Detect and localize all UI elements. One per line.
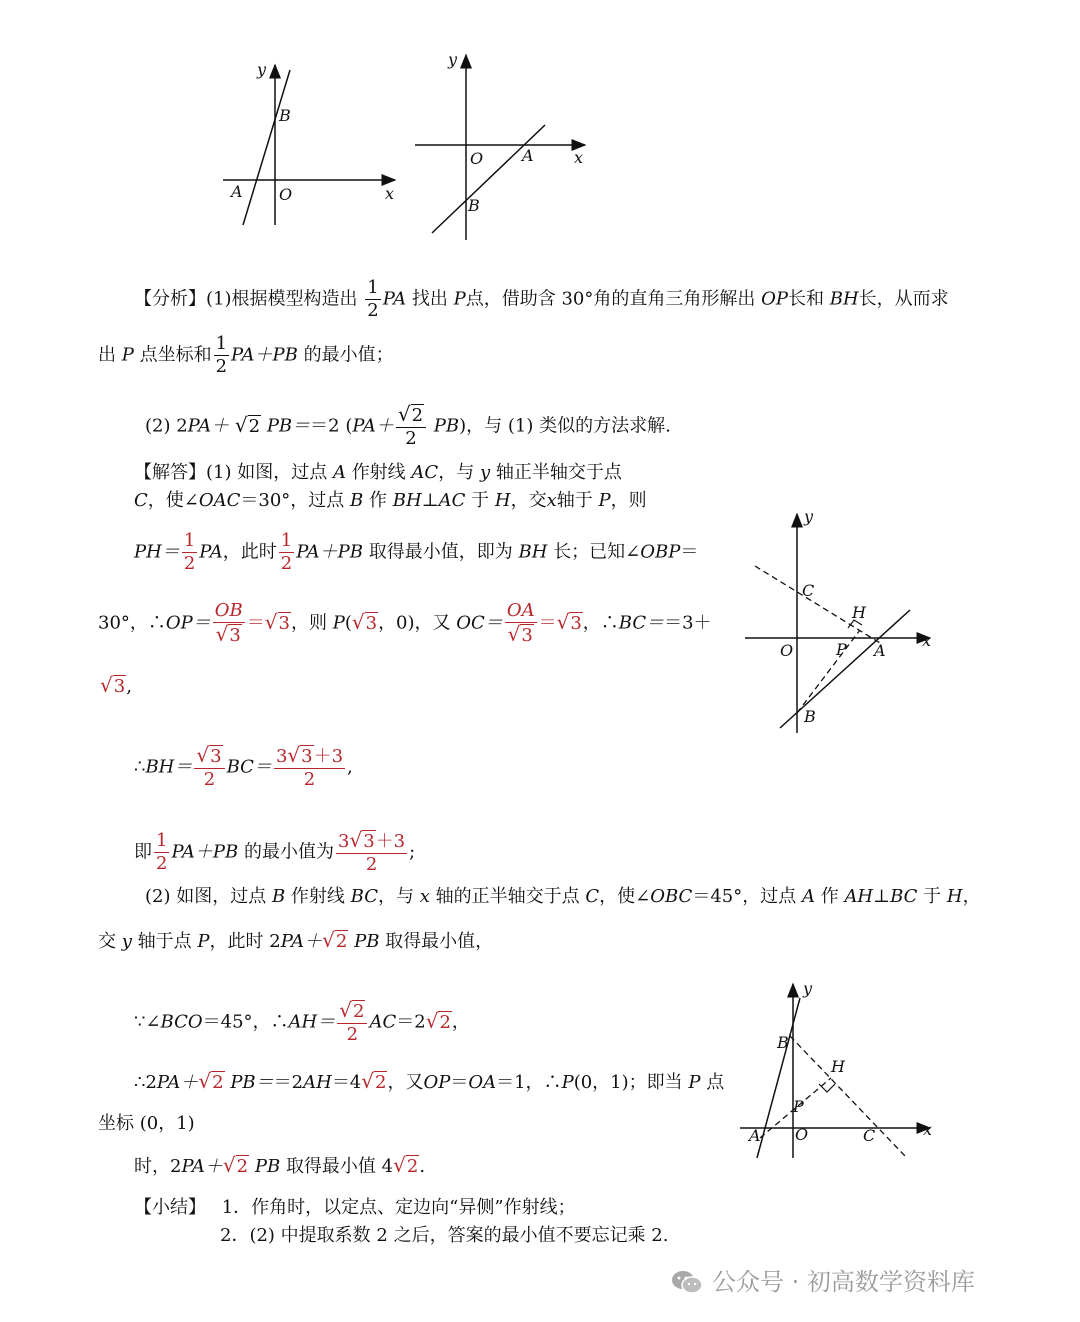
text: 作射线 bbox=[290, 886, 345, 907]
text: 的最小值； bbox=[303, 344, 394, 366]
summary-line-1 bbox=[134, 1197, 576, 1219]
radicand: 2 bbox=[248, 415, 261, 437]
var-ac: AC bbox=[411, 462, 439, 483]
var-bh: BH bbox=[518, 541, 548, 563]
point-c-label: C bbox=[802, 581, 815, 600]
point-a-label: A bbox=[231, 182, 243, 201]
summary-item-2: 2．(2) 中提取系数 2 之后，答案的最小值不要忘记乘 2. bbox=[220, 1225, 669, 1246]
var-a: A bbox=[801, 886, 815, 907]
text: ＝ bbox=[450, 1072, 469, 1093]
var-oc-eq: OC＝ bbox=[456, 612, 503, 634]
sqrt-two: √2 bbox=[393, 1153, 419, 1177]
var-ac: AC bbox=[438, 490, 466, 511]
summary-item-1: 1．作角时，以定点、定边向“异侧”作射线； bbox=[221, 1197, 576, 1218]
text: 作 bbox=[369, 490, 388, 511]
var-pa-plus: PA＋ bbox=[181, 1156, 223, 1177]
denominator: 2 bbox=[367, 300, 379, 321]
var-y: y bbox=[479, 462, 491, 483]
text: 长；已知∠ bbox=[553, 541, 641, 563]
analysis-line-3 bbox=[145, 403, 671, 450]
numerator: OB bbox=[214, 600, 243, 621]
var-pb-eq: PB＝ bbox=[230, 1072, 274, 1093]
sqrt-two: √2 bbox=[222, 1153, 249, 1177]
text: ( bbox=[344, 612, 352, 634]
text: 于 bbox=[923, 886, 942, 907]
var-op: OP bbox=[761, 288, 788, 310]
wechat-icon bbox=[670, 1269, 704, 1295]
var-x: x bbox=[419, 886, 430, 907]
var-x: x bbox=[546, 490, 557, 511]
denominator: 2 bbox=[280, 553, 293, 574]
text: (1)根据模型构造出 bbox=[206, 288, 358, 310]
text: 取得最小值 4 bbox=[285, 1156, 394, 1177]
radicand: 2 bbox=[335, 931, 348, 952]
var-b: B bbox=[350, 490, 364, 511]
solution-line-7 bbox=[134, 829, 415, 876]
var-h: H bbox=[494, 490, 511, 511]
text: 长，从而求 bbox=[858, 288, 949, 310]
radicand: 3 bbox=[363, 831, 375, 852]
fraction-sqrt3-over-2: $\frac{√3}{2}$ bbox=[194, 744, 224, 791]
radicand: 3 bbox=[521, 625, 533, 646]
var-bh-eq: BH＝ bbox=[145, 756, 193, 778]
var-ph-eq: PH＝ bbox=[134, 541, 180, 563]
text: (0，1)；即当 bbox=[573, 1072, 683, 1093]
numerator: 1 bbox=[183, 530, 196, 551]
solution-line-6 bbox=[134, 744, 353, 791]
solution-part2-line-2 bbox=[98, 929, 493, 953]
text: ，此时 2 bbox=[209, 931, 281, 952]
text: 即 bbox=[134, 841, 152, 863]
text: ⊥ bbox=[873, 886, 891, 907]
point-c-label: C bbox=[863, 1126, 876, 1145]
analysis-line-2 bbox=[98, 333, 394, 378]
origin-label: O bbox=[780, 641, 794, 660]
var-c: C bbox=[134, 490, 148, 511]
denominator: 2 bbox=[215, 356, 228, 377]
origin-label: O bbox=[470, 149, 484, 168]
numerator: 1 bbox=[215, 333, 228, 354]
radicand: 3 bbox=[301, 746, 313, 767]
radicand: 2 bbox=[353, 1001, 365, 1022]
solution-part2-line-3: ∵∠BCO＝45°，∴AH＝ $\frac{√2}{2}$ AC＝2√2， bbox=[134, 998, 470, 1045]
coefficient: 3 bbox=[338, 831, 350, 852]
analysis-tag: 【分析】 bbox=[134, 288, 206, 310]
text: ，与 bbox=[378, 886, 414, 907]
solution-part2-line-6 bbox=[134, 1154, 425, 1178]
y-label: y bbox=[448, 50, 458, 69]
text: ＝ bbox=[680, 541, 699, 563]
var-ah-eq: AH＝ bbox=[288, 1011, 336, 1033]
var-bc: BC bbox=[890, 886, 918, 907]
denominator: 2 bbox=[183, 553, 196, 574]
text: ; bbox=[409, 841, 416, 863]
text: 取得最小值， bbox=[385, 931, 494, 952]
denominator: 2 bbox=[365, 854, 378, 875]
numerator: 1 bbox=[156, 830, 168, 851]
text: ，∴ bbox=[582, 612, 619, 634]
summary-tag: 【小结】 bbox=[134, 1197, 206, 1218]
text: ＝2 bbox=[396, 1011, 426, 1033]
text: ＝45°，过点 bbox=[692, 886, 797, 907]
text: ＝4 bbox=[331, 1072, 362, 1093]
text: 轴于 bbox=[556, 490, 593, 511]
sqrt-two: √2 bbox=[425, 1008, 451, 1033]
point-h-label: H bbox=[852, 603, 866, 622]
var-bc: BC bbox=[350, 886, 378, 907]
addend: ＋3 bbox=[313, 746, 344, 767]
text: 轴的正半轴交于点 bbox=[435, 886, 580, 907]
sqrt-two: √2 bbox=[361, 1069, 387, 1093]
sqrt-two: √2 bbox=[198, 1069, 224, 1093]
text: (1) 如图，过点 bbox=[206, 462, 328, 483]
summary-line-2 bbox=[220, 1225, 668, 1247]
text: . bbox=[419, 1156, 426, 1177]
x-label: x bbox=[923, 1120, 933, 1139]
solution-tag: 【解答】 bbox=[134, 462, 206, 483]
point-a-label: A bbox=[522, 146, 534, 165]
text: 的最小值为 bbox=[244, 841, 334, 863]
watermark-text: 公众号 · 初高数学资料库 bbox=[712, 1268, 975, 1296]
var-pa-plus: PA＋ bbox=[231, 344, 273, 366]
radicand: 3 bbox=[210, 746, 222, 767]
sqrt-three: √3 bbox=[556, 609, 582, 634]
radicand: 3 bbox=[570, 612, 582, 634]
var-ah: AH bbox=[844, 886, 874, 907]
var-pa-plus: PA＋ bbox=[171, 841, 213, 863]
var-b: B bbox=[271, 886, 286, 907]
radicand: 2 bbox=[212, 1072, 224, 1093]
var-pb: PB bbox=[433, 415, 460, 437]
text: 点坐标和 bbox=[139, 344, 212, 366]
text: 轴于点 bbox=[137, 931, 192, 952]
var-pa-plus: PA＋ bbox=[280, 931, 323, 952]
var-pa: PA bbox=[382, 288, 407, 310]
solution-line-4 bbox=[98, 600, 712, 647]
denominator: 2 bbox=[203, 769, 216, 790]
text: 点 bbox=[706, 1072, 725, 1093]
text: ＝2 bbox=[273, 1072, 304, 1093]
figure-part1-construction bbox=[740, 508, 940, 738]
var-p: P bbox=[688, 1072, 701, 1093]
text: ∵∠ bbox=[134, 1011, 161, 1033]
point-b-label: B bbox=[468, 196, 480, 215]
figure-part2-construction bbox=[735, 978, 940, 1163]
text: ⊥ bbox=[421, 490, 439, 511]
equals: ＝ bbox=[538, 612, 557, 634]
point-p-label: P bbox=[836, 640, 847, 659]
text: ∴2 bbox=[134, 1072, 157, 1093]
sqrt-three: √3 bbox=[264, 609, 290, 634]
var-op: OP bbox=[423, 1072, 451, 1093]
var-pa-plus: PA＋ bbox=[156, 1072, 199, 1093]
fraction-3sqrt3-plus3-over-2: $\frac{3√3+3}{2}$ bbox=[338, 828, 406, 875]
text: 交 bbox=[98, 931, 116, 952]
watermark bbox=[670, 1262, 975, 1297]
var-pb: PB bbox=[337, 541, 363, 563]
text: ∴ bbox=[134, 756, 146, 778]
var-bh: BH bbox=[829, 288, 859, 310]
solution-line-1 bbox=[134, 462, 622, 484]
var-p: P bbox=[121, 344, 134, 366]
var-bc-eq: BC＝ bbox=[618, 612, 665, 634]
var-pa-plus: PA＋ bbox=[296, 541, 338, 563]
var-oa: OA bbox=[468, 1072, 497, 1093]
var-p: P bbox=[598, 490, 611, 511]
addend: ＋3 bbox=[375, 831, 406, 852]
y-label: y bbox=[804, 508, 814, 526]
y-label: y bbox=[803, 979, 813, 998]
solution-line-3 bbox=[134, 530, 698, 575]
var-pa-plus: PA＋ bbox=[352, 415, 394, 437]
denominator: 2 bbox=[156, 853, 168, 874]
text: 点，借助含 30°角的直角三角形解出 bbox=[465, 288, 756, 310]
figure-line-through-a-b-quadrant-2 bbox=[215, 55, 405, 235]
text: 找出 bbox=[411, 288, 448, 310]
denominator: 2 bbox=[405, 428, 417, 449]
text: ＝1，∴ bbox=[496, 1072, 562, 1093]
var-p: P bbox=[332, 612, 345, 634]
var-y: y bbox=[121, 931, 132, 952]
fraction-one-half-red bbox=[182, 530, 197, 575]
text: 作射线 bbox=[351, 462, 406, 483]
radicand: 3 bbox=[278, 612, 290, 634]
var-p: P bbox=[453, 288, 466, 310]
text: ，则 bbox=[290, 612, 327, 634]
var-pa: PA bbox=[199, 541, 223, 563]
text: (2) 如图，过点 bbox=[145, 886, 267, 907]
text: ，则 bbox=[610, 490, 647, 511]
fraction-3sqrt3-plus3-over-2: $\frac{3√3+3}{2}$ bbox=[275, 743, 344, 790]
var-bc-eq: BC＝ bbox=[226, 756, 272, 778]
var-c: C bbox=[585, 886, 600, 907]
text: ＝30°，过点 bbox=[240, 490, 345, 511]
text: ，0)，又 bbox=[378, 612, 451, 634]
fraction-one-half-red bbox=[279, 530, 294, 575]
var-pb: PB bbox=[272, 344, 298, 366]
denominator: 2 bbox=[346, 1024, 359, 1045]
var-pb: PB bbox=[354, 931, 380, 952]
var-a: A bbox=[332, 462, 346, 483]
point-a-label: A bbox=[749, 1126, 761, 1145]
fraction-oa-over-sqrt3: $\frac{OA}{√3}$ bbox=[506, 600, 535, 646]
fraction-one-half bbox=[214, 333, 229, 378]
radicand: 3 bbox=[113, 676, 126, 697]
analysis-line-1 bbox=[134, 277, 949, 322]
var-obp: OBP bbox=[640, 541, 681, 563]
text: ，与 bbox=[438, 462, 475, 483]
var-h: H bbox=[946, 886, 963, 907]
var-ac: AC bbox=[369, 1011, 397, 1033]
var-ah: AH bbox=[303, 1072, 332, 1093]
segment-bh bbox=[797, 630, 860, 713]
var-pb: PB bbox=[212, 841, 239, 863]
var-oac: OAC bbox=[198, 490, 241, 511]
coefficient: 3 bbox=[275, 746, 288, 767]
var-obc: OBC bbox=[650, 886, 693, 907]
text: 取得最小值，即为 bbox=[368, 541, 513, 563]
point-h-label: H bbox=[831, 1057, 845, 1076]
text: ＝45°，∴ bbox=[202, 1011, 289, 1033]
radicand: 3 bbox=[229, 625, 241, 646]
point-a-label: A bbox=[874, 641, 886, 660]
fraction-one-half bbox=[365, 277, 380, 322]
text: 出 bbox=[98, 344, 116, 366]
var-bh: BH bbox=[392, 490, 422, 511]
text: 30°，∴ bbox=[98, 612, 166, 634]
x-label: x bbox=[922, 631, 932, 650]
denominator: 2 bbox=[303, 769, 316, 790]
fraction-ob-over-sqrt3: $\frac{OB}{√3}$ bbox=[214, 600, 243, 646]
x-label: x bbox=[574, 148, 584, 167]
fraction-one-half-red bbox=[154, 830, 169, 875]
radicand: 2 bbox=[406, 1156, 419, 1177]
sqrt-two: √2 bbox=[234, 412, 261, 437]
text: 长和 bbox=[787, 288, 824, 310]
var-pb-eq: PB＝ bbox=[266, 415, 311, 437]
fraction-sqrt2-over-2: $\frac{√2}{2}$ bbox=[396, 403, 426, 450]
right-angle-mark bbox=[819, 1084, 835, 1092]
radicand: 3 bbox=[365, 612, 378, 634]
point-p-label: P bbox=[793, 1097, 804, 1116]
origin-label: O bbox=[795, 1125, 809, 1144]
text: ，使∠ bbox=[147, 490, 199, 511]
text: (2) 2 bbox=[145, 415, 188, 437]
solution-line-5 bbox=[100, 674, 132, 698]
point-b-label: B bbox=[279, 106, 291, 125]
y-label: y bbox=[257, 60, 267, 79]
radicand: 2 bbox=[439, 1011, 451, 1033]
text: , bbox=[126, 676, 132, 697]
radicand: 2 bbox=[411, 405, 424, 426]
var-pa-plus: PA＋ bbox=[187, 415, 230, 437]
numerator: OA bbox=[506, 600, 535, 621]
point-b-label: B bbox=[804, 707, 816, 726]
text: ＝2 ( bbox=[310, 415, 353, 437]
solution-part2-line-5 bbox=[98, 1113, 195, 1135]
line-ab bbox=[432, 125, 545, 233]
text: ，交 bbox=[510, 490, 547, 511]
text: ，使∠ bbox=[599, 886, 651, 907]
var-bco: BCO bbox=[160, 1011, 203, 1033]
text: ，此时 bbox=[222, 541, 277, 563]
solution-part2-line-4 bbox=[134, 1070, 724, 1094]
numerator: 1 bbox=[367, 277, 379, 298]
solution-part2-line-1: (2) 如图，过点 B 作射线 BC，与 x 轴的正半轴交于点 C，使∠OBC＝45°，过点 A 作 AH⊥BC 于 H， bbox=[145, 886, 981, 907]
var-p: P bbox=[197, 931, 210, 952]
radicand: 2 bbox=[375, 1072, 387, 1093]
figure-line-through-a-b-quadrant-4 bbox=[410, 45, 600, 245]
text: )，与 (1) 类似的方法求解. bbox=[459, 415, 671, 437]
var-op-eq: OP＝ bbox=[165, 612, 211, 634]
text: 时，2 bbox=[134, 1156, 182, 1177]
radicand: 2 bbox=[236, 1156, 249, 1177]
solution-line-2 bbox=[134, 490, 647, 512]
text: , bbox=[347, 756, 353, 778]
sqrt-two: √2 bbox=[322, 928, 348, 952]
sqrt-three: √3 bbox=[100, 673, 126, 697]
text: ＝3＋ bbox=[664, 612, 712, 634]
text: ，又 bbox=[387, 1072, 424, 1093]
text: 作 bbox=[820, 886, 839, 907]
text: 轴正半轴交于点 bbox=[495, 462, 622, 483]
text: 于 bbox=[471, 490, 490, 511]
x-label: x bbox=[385, 184, 395, 203]
equals: ＝ bbox=[246, 612, 265, 634]
var-pb: PB bbox=[254, 1156, 281, 1177]
point-b-label: B bbox=[777, 1033, 789, 1052]
origin-label: O bbox=[279, 185, 293, 204]
fraction-sqrt2-over-2: $\frac{√2}{2}$ bbox=[337, 999, 367, 1046]
text: 坐标 (0，1) bbox=[98, 1113, 195, 1134]
sqrt-three: √3 bbox=[351, 609, 378, 634]
var-p: P bbox=[561, 1072, 574, 1093]
numerator: 1 bbox=[280, 530, 293, 551]
